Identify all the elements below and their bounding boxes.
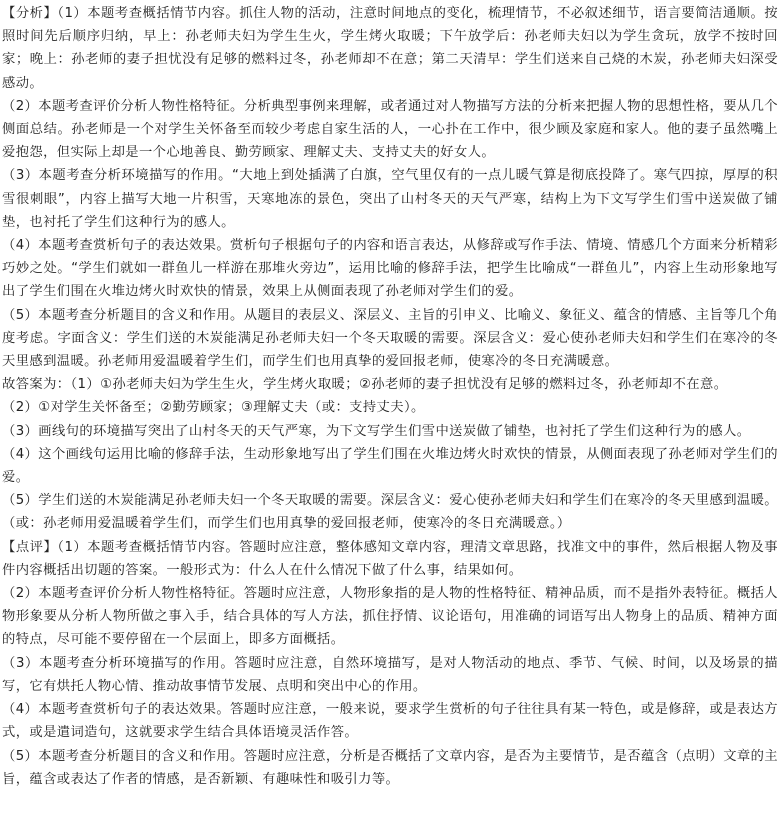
comment-paragraph-5: （5）本题考查分析题目的含义和作用。答题时应注意，分析是否概括了文章内容，是否为主要情节，是否蕴含（点明）文章的主旨，蕴含或表达了作者的情感，是否新颖、有趣味性和吸引力等。 (2, 748, 778, 787)
analysis-paragraph-3: （3）本题考查分析环境描写的作用。“大地上到处插满了白旗，空气里仅有的一点儿暖气算是彻底投降了。寒气四掠，厚厚的积雪很刺眼”，内容上描写大地一片积雪，天寒地冻的景色，突出了山村冬天的天气严寒，结构上为下文写学生们雪中送炭做了铺垫，也衬托了学生们这种行为的感人。 (2, 168, 778, 230)
answer-paragraph-4: （4）这个画线句运用比喻的修辞手法，生动形象地写出了学生们围在火堆边烤火时欢快的情景，从侧面表现了孙老师对学生们的爱。 (2, 446, 778, 486)
answer-paragraph-5: （5）学生们送的木炭能满足孙老师夫妇一个冬天取暖的需要。深层含义：爱心使孙老师夫妇和学生们在寒冷的冬天里感到温暖。（或：孙老师用爱温暖着学生们，而学生们也用真挚的爱回报老师，使寒冷的冬日充满暖意。） (2, 493, 778, 532)
comment-paragraph-3: （3）本题考查分析环境描写的作用。答题时应注意，自然环境描写，是对人物活动的地点、季节、气候、时间，以及场景的描写，它有烘托人物心情、推动故事情节发展、点明和突出中心的作用。 (2, 655, 778, 694)
comment-paragraph-2: （2）本题考查评价分析人物性格特征。答题时应注意，人物形象指的是人物的性格特征、精神品质，而不是指外表特征。概括人物形象要从分析人物所做之事入手，结合具体的写人方法，抓住抒情、议论语句，用准确的词语写出人物身上的品质、精神方面的特点，尽可能不要停留在一个层面上，即多方面概括。 (2, 586, 778, 648)
analysis-paragraph-5: （5）本题考查分析题目的含义和作用。从题目的表层义、深层义、主旨的引申义、比喻义、象征义、蕴含的情感、主旨等几个角度考虑。字面含义：学生们送的木炭能满足孙老师夫妇一个冬天取暖的需要。深层含义：爱心使孙老师夫妇和学生们在寒冷的冬天里感到温暖。孙老师用爱温暖着学生们，而学生们也用真挚的爱回报老师，使寒冷的冬日充满暖意。 (2, 307, 778, 370)
answer-paragraph-3: （3）画线句的环境描写突出了山村冬天的天气严寒，为下文写学生们雪中送炭做了铺垫，也衬托了学生们这种行为的感人。 (2, 423, 751, 439)
comment-paragraph-1: 【点评】（1）本题考查概括情节内容。答题时应注意，整体感知文章内容，理清文章思路，找准文中的事件，然后根据人物及事件内容概括出切题的答案。一般形式为：什么人在什么情况下做了什么事，结果如何。 (2, 539, 778, 578)
analysis-paragraph-4: （4）本题考查赏析句子的表达效果。赏析句子根据句子的内容和语言表达，从修辞或写作手法、情境、情感几个方面来分析精彩巧妙之处。“学生们就如一群鱼儿一样游在那堆火旁边”，运用比喻的修辞手法，把学生比喻成“一群鱼儿”，内容上生动形象地写出了学生们围在火堆边烤火时欢快的情景，效果上从侧面表现了孙老师对学生们的爱。 (2, 238, 778, 300)
answer-paragraph-1: 故答案为：（1）①孙老师夫妇为学生生火，学生烤火取暖；②孙老师的妻子担忧没有足够的燃料过冬，孙老师却不在意。 (2, 377, 728, 393)
comment-paragraph-4: （4）本题考查赏析句子的表达效果。答题时应注意，一般来说，要求学生赏析的句子往往具有某一特色，或是修辞，或是表达方式，或是遣词造句，这就要求学生结合具体语境灵活作答。 (2, 702, 778, 741)
analysis-paragraph-2: （2）本题考查评价分析人物性格特征。分析典型事例来理解，或者通过对人物描写方法的分析来把握人物的思想性格，要从几个侧面总结。孙老师是一个对学生关怀备至而较少考虑自家生活的人，一心扑在工作中，很少顾及家庭和家人。他的妻子虽然嘴上爱抱怨，但实际上却是一个心地善良、勤劳顾家、理解丈夫、支持丈夫的好女人。 (2, 98, 778, 161)
answer-paragraph-2: （2）①对学生关怀备至；②勤劳顾家；③理解丈夫（或：支持丈夫）。 (2, 400, 425, 416)
analysis-paragraph-1: 【分析】（1）本题考查概括情节内容。抓住人物的活动，注意时间地点的变化，梳理情节，不必叙述细节，语言要简洁通顺。按照时间先后顺序归纳，早上：孙老师夫妇为学生生火，学生烤火取暖；下午放学后：孙老师夫妇以为学生贪玩，放学不按时回家；晚上：孙老师的妻子担忧没有足够的燃料过冬，孙老师却不在意；第二天清早：学生们送来自己烧的木炭，孙老师夫妇深受感动。 (2, 6, 778, 91)
